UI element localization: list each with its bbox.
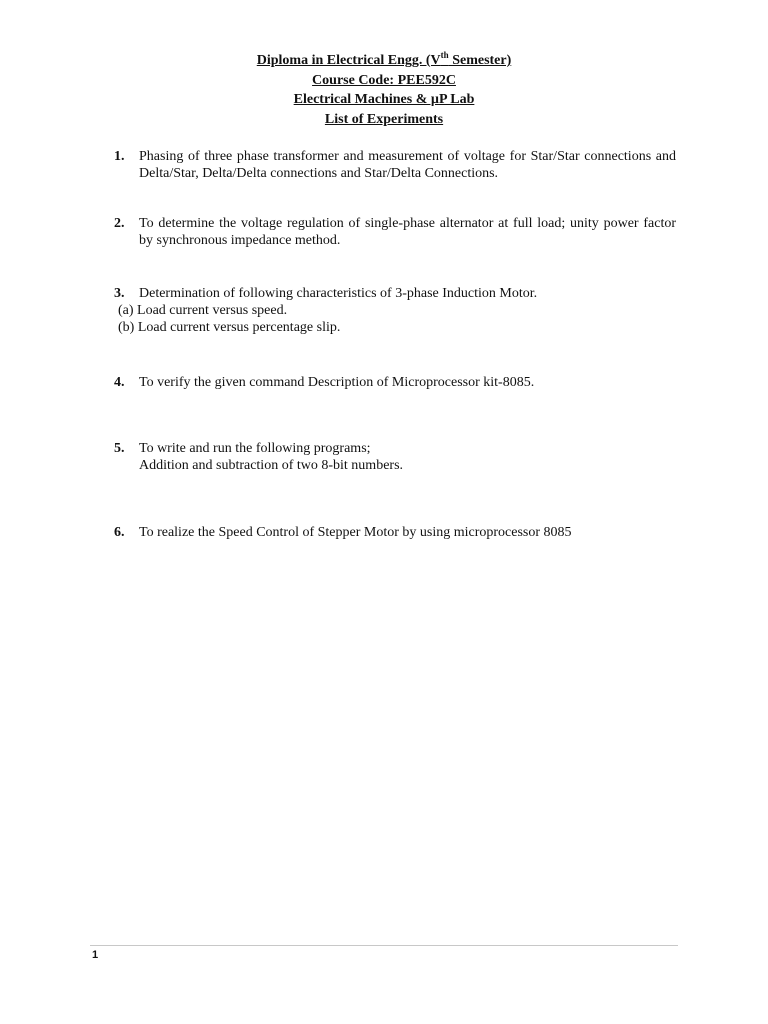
- list-title: List of Experiments: [324, 111, 444, 127]
- experiment-2: [114, 215, 676, 249]
- experiment-number: 1.: [114, 149, 125, 164]
- document-header: [0, 51, 768, 129]
- experiment-number: 3.: [114, 286, 125, 301]
- page-number: 1: [92, 949, 99, 961]
- experiment-number: 4.: [114, 375, 125, 390]
- experiment-1: [114, 148, 676, 182]
- experiment-text: To determine the voltage regulation of single-phase alternator at full load; unity power factor by synchronous impedance method.: [139, 216, 676, 248]
- experiment-subitem-a: (a) Load current versus speed.: [118, 303, 288, 318]
- lab-title: Electrical Machines & µP Lab: [293, 92, 475, 107]
- experiment-3: [114, 285, 676, 336]
- experiment-6: [114, 524, 676, 541]
- experiment-4: [114, 374, 676, 391]
- experiment-text: Phasing of three phase transformer and measurement of voltage for Star/Star connections and Delta/Star, Delta/Delta connections and Star/Delta Connections.: [139, 149, 676, 181]
- course-code: Course Code: PEE592C: [312, 72, 456, 88]
- experiment-text: To write and run the following programs;: [139, 441, 371, 456]
- experiment-number: 6.: [114, 525, 125, 540]
- diploma-title: Diploma in Electrical Engg. (Vth Semester): [256, 50, 512, 68]
- experiment-number: 5.: [114, 441, 125, 456]
- experiment-text: Determination of following characteristics of 3-phase Induction Motor.: [139, 286, 538, 301]
- experiment-subitem-b: (b) Load current versus percentage slip.: [118, 320, 341, 335]
- experiment-text-line2: Addition and subtraction of two 8-bit numbers.: [139, 458, 404, 473]
- experiment-5: [114, 440, 676, 474]
- experiment-number: 2.: [114, 216, 125, 231]
- experiment-text: To verify the given command Description of Microprocessor kit-8085.: [139, 375, 535, 390]
- experiment-text: To realize the Speed Control of Stepper Motor by using microprocessor 8085: [139, 525, 572, 540]
- footer-divider: [90, 945, 678, 946]
